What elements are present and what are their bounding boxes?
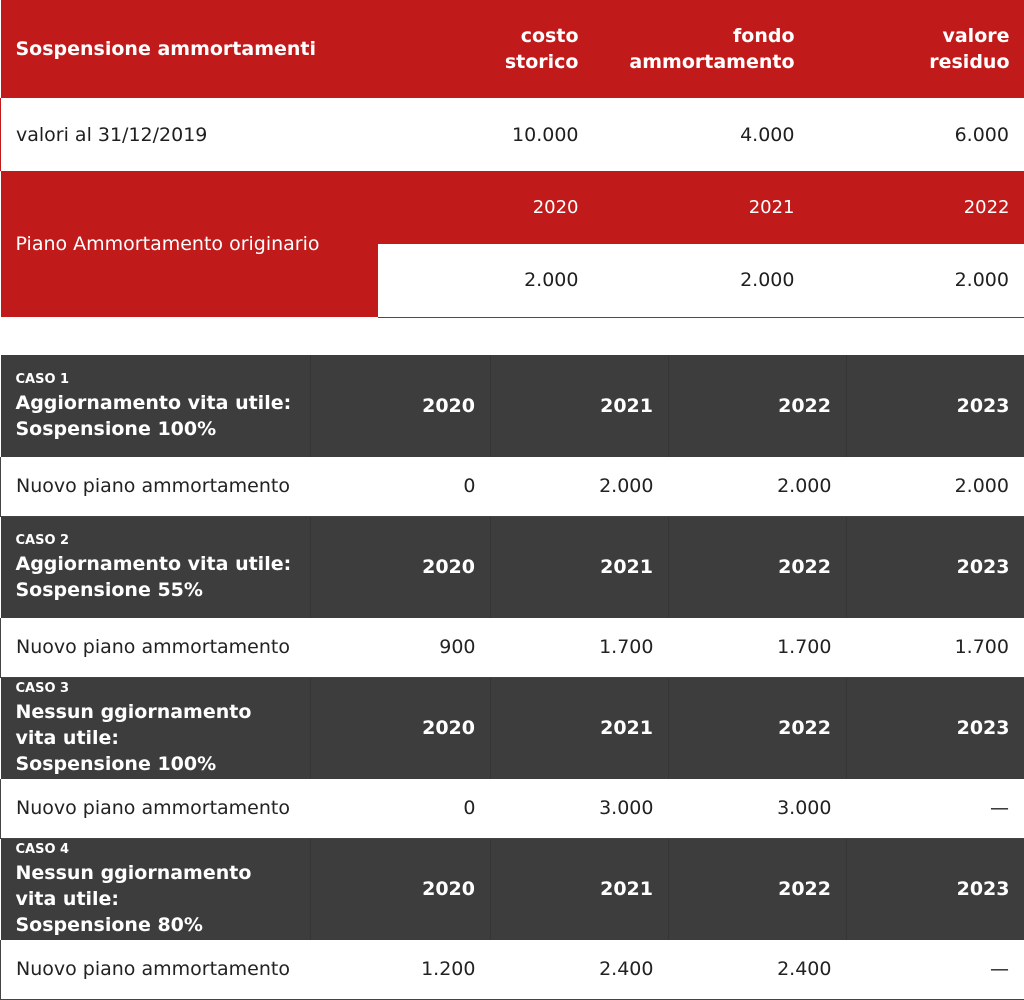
plan-label: Piano Ammortamento originario [1,171,378,317]
case-title: Nessun ggiornamento vita utile: Sospensione 80% [16,860,296,938]
case-year: 2023 [847,838,1024,940]
case-value: 2.000 [669,457,847,516]
plan-value: 2.000 [594,244,810,317]
case-title-cell [1,355,311,457]
case-value: 3.000 [491,779,669,838]
case-year: 2020 [311,838,491,940]
plan-year: 2022 [810,171,1024,244]
case-title-cell [1,516,311,618]
case-values-row [1,457,1024,516]
header-valore-residuo: valore residuo [810,0,1024,98]
case-value: 0 [311,457,491,516]
case-number: CASO 4 [16,842,296,857]
case-year: 2022 [669,838,847,940]
row-label: Nuovo piano ammortamento [1,618,311,677]
plan-years-row [1,171,1024,244]
case-title: Aggiornamento vita utile: Sospensione 55% [16,551,296,603]
case-values-row [1,940,1024,999]
case-header-row [1,516,1024,618]
case-number: CASO 1 [16,372,296,387]
row-label: Nuovo piano ammortamento [1,457,311,516]
case-title-cell [1,838,311,940]
case-year: 2020 [311,677,491,779]
summary-title: Sospensione ammortamenti [1,0,378,98]
case-year: 2020 [311,355,491,457]
case-value: 2.000 [491,457,669,516]
row-label: Nuovo piano ammortamento [1,940,311,999]
case-year: 2021 [491,838,669,940]
case-value: 0 [311,779,491,838]
case-year: 2023 [847,677,1024,779]
plan-value: 2.000 [810,244,1024,317]
case-values-row [1,779,1024,838]
case-value: 2.400 [491,940,669,999]
case-value: 2.400 [669,940,847,999]
summary-table [0,0,1024,318]
case-value: 1.700 [847,618,1024,677]
case-year: 2021 [491,355,669,457]
header-fondo-ammortamento: fondo ammortamento [594,0,810,98]
case-value: 2.000 [847,457,1024,516]
case-value: 3.000 [669,779,847,838]
value-fondo: 4.000 [594,98,810,171]
plan-value: 2.000 [378,244,594,317]
plan-year: 2021 [594,171,810,244]
case-year: 2022 [669,677,847,779]
values-label: valori al 31/12/2019 [1,98,378,171]
case-title: Aggiornamento vita utile: Sospensione 100% [16,390,296,442]
case-value: 1.700 [669,618,847,677]
case-title-cell [1,677,311,779]
case-year: 2020 [311,516,491,618]
case-value: — [847,779,1024,838]
case-header-row [1,677,1024,779]
header-costo-storico: costo storico [378,0,594,98]
row-label: Nuovo piano ammortamento [1,779,311,838]
case-title: Nessun ggiornamento vita utile: Sospensione 100% [16,699,296,777]
case-value: — [847,940,1024,999]
case-value: 900 [311,618,491,677]
value-residuo: 6.000 [810,98,1024,171]
case-header-row [1,838,1024,940]
case-values-row [1,618,1024,677]
case-value: 1.700 [491,618,669,677]
case-year: 2021 [491,677,669,779]
cases-table [0,355,1024,1000]
case-year: 2021 [491,516,669,618]
case-year: 2022 [669,516,847,618]
case-year: 2022 [669,355,847,457]
value-costo-storico: 10.000 [378,98,594,171]
case-number: CASO 3 [16,681,296,696]
summary-header-row [1,0,1024,98]
case-year: 2023 [847,516,1024,618]
case-header-row [1,355,1024,457]
plan-year: 2020 [378,171,594,244]
values-row [1,98,1024,171]
case-number: CASO 2 [16,533,296,548]
case-year: 2023 [847,355,1024,457]
case-value: 1.200 [311,940,491,999]
